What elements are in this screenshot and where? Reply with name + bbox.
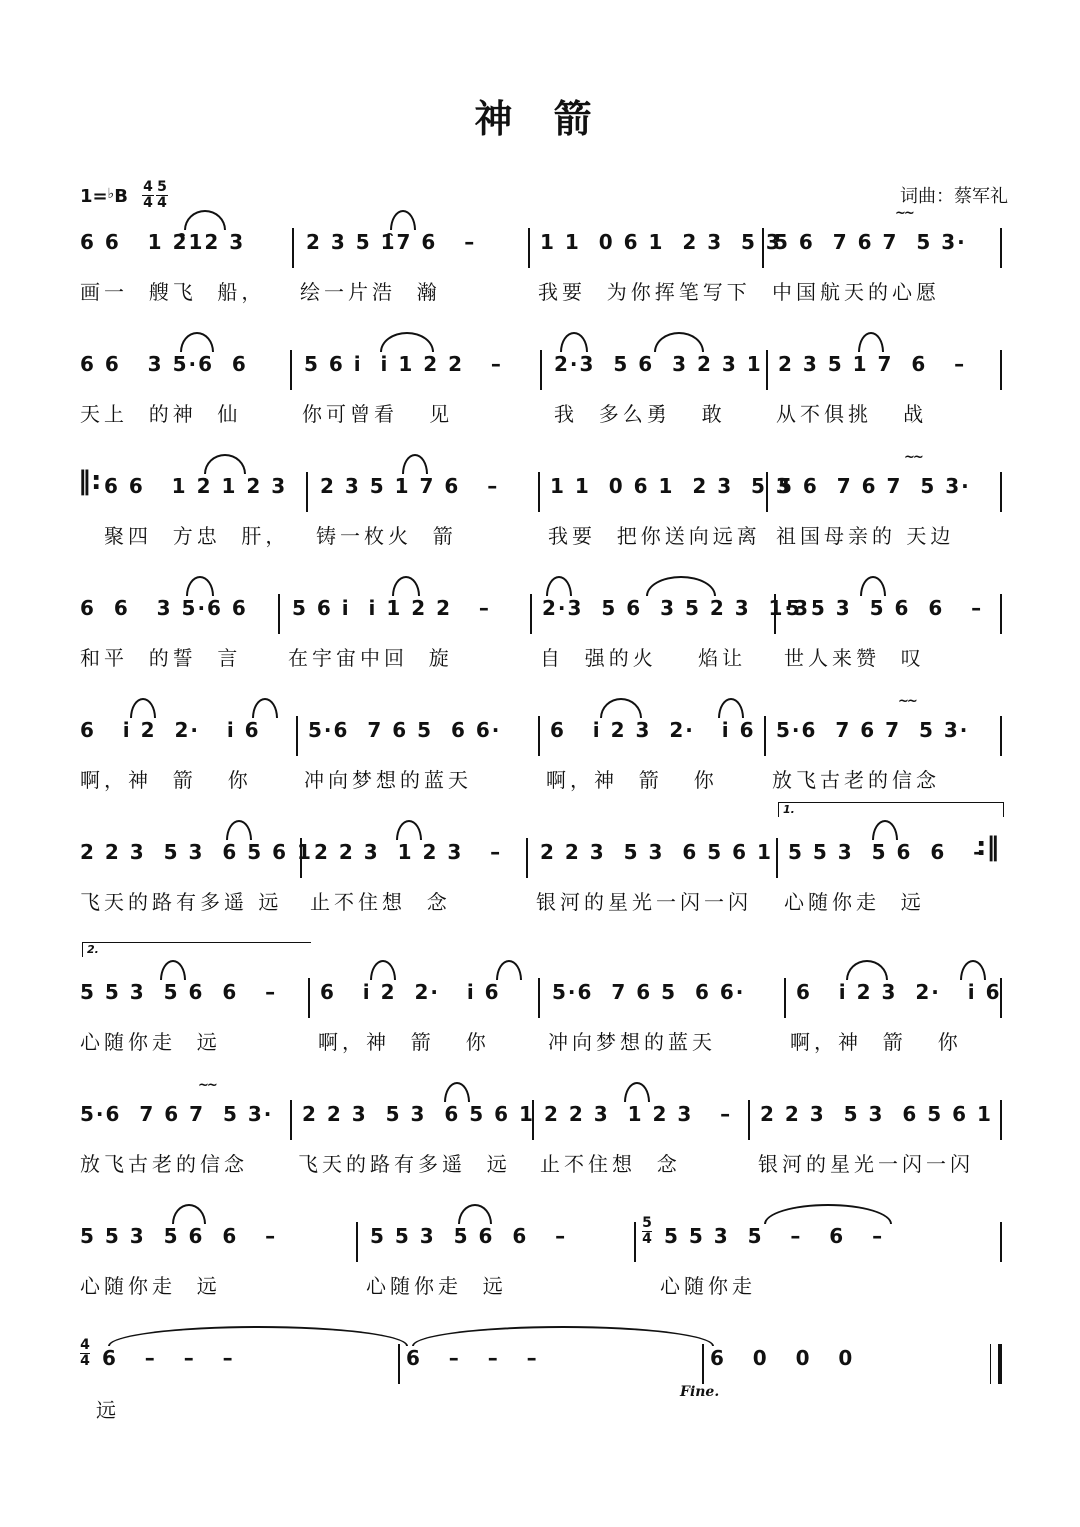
lyric-line: 中国航天的心愿 [772,280,940,304]
measure-notes: 5·6 7 6 7 5 3· [776,718,970,742]
measure-notes: 2 2 3 1 2 3 – [544,1102,733,1126]
lyric-line: 心随你走 远 [80,1274,221,1298]
barline [1000,350,1002,390]
time-signature-1: 4 4 [143,179,153,211]
measure-notes: 6 6 1 2 1 2 3 [104,474,288,498]
slur [846,960,888,980]
measure-notes: 2 2 3 5 3 6 5 6 1 [540,840,773,864]
tie [412,1326,714,1346]
barline [990,1344,991,1384]
barline [1000,594,1002,634]
measure-notes: 2 3 5 1̑7 6 – [306,230,477,254]
barline [1000,228,1002,268]
slur [380,332,434,352]
measure-notes: 5·6 7 6 5 6 6· [552,980,746,1004]
measure-notes: 2 2 3 1 2 3 – [314,840,503,864]
measure-notes: 5 6 i i 1 2 2 – [304,352,503,376]
lyric-line: 啊，神 箭 你 [546,768,718,792]
measure-notes: 5 5 3 5 6 6 – [370,1224,568,1248]
repeat-start-sign: ‖: [78,466,102,496]
lyric-line: 祖国母亲的 天边 [776,524,955,548]
lyric-line: 放飞古老的信念 [772,768,940,792]
barline [278,594,280,634]
barline [776,838,778,878]
measure-notes: 5 5 3 5 6 6 – [786,596,984,620]
slur [184,210,226,230]
barline [292,228,294,268]
measure-notes: 6 – – – [102,1346,235,1370]
lyric-line: 世人来赞 叹 [784,646,925,670]
slur [764,1204,892,1224]
measure-notes: 6 6 3 5·6 6 [80,352,248,376]
barline [538,716,540,756]
barline [356,1222,358,1262]
slur [370,960,396,980]
second-ending-bracket: 2. [82,942,311,957]
slur [496,960,522,980]
measure-notes: 5 5 3 5 6 6 – [80,980,278,1004]
lyric-line: 冲向梦想的蓝天 [304,768,472,792]
lyric-line: 从不俱挑 战 [776,402,928,426]
barline [784,978,786,1018]
barline [1000,1100,1002,1140]
slur [390,210,416,230]
first-ending-bracket: 1. [778,802,1004,817]
slur [252,698,278,718]
measure-notes: 5 5 3 5 6 6 – [80,1224,278,1248]
measure-notes: 5 6 7 6 7 5 3· [778,474,971,498]
lyric-line: 和平 的誓 言 [80,646,242,670]
lyric-line: 自 强的火 焰让 [540,646,747,670]
measure-notes: 6 i 2 3 2· i 6 [796,980,1002,1004]
slur [226,820,252,840]
mordent-ornament: ~~ [895,206,913,221]
barline [538,978,540,1018]
lyric-line: 天上 的神 仙 [80,402,242,426]
measure-notes: 5 6 7 6 7 5 3· [774,230,967,254]
slur [654,332,704,352]
measure-notes: 2 2 3 5 3 6 5 6 1 [302,1102,535,1126]
barline [748,1100,750,1140]
measure-notes: 2 3 5 1 7 6 – [778,352,967,376]
key-signature: 1=♭B [80,186,128,207]
barline [634,1222,636,1262]
time-signature-2: 5 4 [157,179,167,211]
slur [396,820,422,840]
lyric-line: 放飞古老的信念 [80,1152,248,1176]
lyric-line: 画一 艘飞 船， [80,280,266,304]
lyric-line: 银河的星光一闪一闪 [758,1152,974,1176]
measure-notes: 6 i 2 2· i 6 [80,718,261,742]
barline [702,1344,704,1384]
barline [290,1100,292,1140]
lyric-line: 止不住想 念 [540,1152,681,1176]
measure-notes: 1 1 0 6 1 2 3 5 3 [550,474,792,498]
lyric-line: 我 多么勇 敢 [554,402,726,426]
measure-notes: 6 6 1 2̑12 3 [80,230,246,254]
slur [860,576,886,596]
barline [398,1344,400,1384]
barline [290,350,292,390]
barline [532,1100,534,1140]
slur [858,332,884,352]
time-signature-change: 5 4 [642,1215,652,1247]
slur [172,1204,206,1224]
barline [526,838,528,878]
barline [1000,716,1002,756]
lyric-line: 心随你走 远 [366,1274,507,1298]
lyric-line: 止不住想 念 [310,890,451,914]
slur [560,332,588,352]
barline [1000,978,1002,1018]
slur [204,454,246,474]
lyric-line: 啊，神 箭 你 [790,1030,962,1054]
mordent-ornament: ~~ [198,1078,216,1093]
measure-notes: 6 – – – [406,1346,539,1370]
slur [160,960,186,980]
slur [186,576,214,596]
slur [130,698,156,718]
measure-notes: 5 6 i i 1 2 2 – [292,596,491,620]
lyric-line: 铸一枚火 箭 [316,524,457,548]
slur [402,454,428,474]
barline [528,228,530,268]
slur [392,576,420,596]
measure-notes: 1 1 0 6 1 2 3 5 3 [540,230,782,254]
barline [766,350,768,390]
slur [646,576,716,596]
barline [530,594,532,634]
measure-notes: 2·3 5 6 3 5 2 3 1·3 [542,596,810,620]
tie [108,1326,408,1346]
lyric-line: 飞天的路有多遥 远 [298,1152,511,1176]
final-barline [998,1344,1002,1384]
measure-notes: 6 0 0 0 [710,1346,855,1370]
flat-sign: ♭ [107,186,115,202]
time-signature-change: 4 4 [80,1337,90,1369]
lyric-line: 远 [96,1398,120,1422]
slur [960,960,986,980]
slur [624,1082,650,1102]
slur [444,1082,470,1102]
measure-notes: 5·6 7 6 7 5 3· [80,1102,274,1126]
measure-notes: 2·3 5 6 3 2 3 1 [554,352,763,376]
lyric-line: 啊，神 箭 你 [80,768,252,792]
song-title: 神 箭 [474,97,606,141]
barline [306,472,308,512]
barline [538,472,540,512]
slur [872,820,898,840]
measure-notes: 5 5 3 5 6 6 – [788,840,986,864]
slur [180,332,214,352]
measure-notes: 2 2 3 5 3 6 5 6 1 [760,1102,993,1126]
barline [308,978,310,1018]
lyric-line: 绘一片浩 瀚 [300,280,441,304]
measure-notes: 6 6 3 5·6 6 [80,596,248,620]
lyric-line: 啊，神 箭 你 [318,1030,490,1054]
lyric-line: 我要 把你送向远离 [548,524,761,548]
lyric-line: 在宇宙中回 旋 [288,646,453,670]
fine-marking: Fine. [680,1384,720,1400]
lyric-line: 银河的星光一闪一闪 [536,890,752,914]
slur [600,698,642,718]
slur [546,576,572,596]
barline [1000,472,1002,512]
measure-notes: 6 i 2 2· i 6 [320,980,501,1004]
lyric-line: 你可曾看 见 [302,402,454,426]
barline [540,350,542,390]
lyric-line: 聚四 方忠 肝， [104,524,290,548]
composer-credit: 词曲：蔡军礼 [900,186,1008,207]
lyric-line: 冲向梦想的蓝天 [548,1030,716,1054]
barline [764,716,766,756]
measure-notes: 2 2 3 5 3 6 5 6 1 [80,840,313,864]
lyric-line: 心随你走 远 [80,1030,221,1054]
lyric-line: 心随你走 [660,1274,756,1298]
slur [458,1204,492,1224]
measure-notes: 5 5 3 5 – 6 – [664,1224,885,1248]
lyric-line: 飞天的路有多遥 远 [80,890,283,914]
barline [762,228,764,268]
slur [718,698,744,718]
barline [1000,1222,1002,1262]
measure-notes: 2 3 5 1 7 6 – [320,474,500,498]
barline [296,716,298,756]
measure-notes: 6 i 2 3 2· i 6 [550,718,756,742]
repeat-end-sign: :‖ [976,832,1000,862]
mordent-ornament: ~~ [898,694,916,709]
mordent-ornament: ~~ [904,450,922,465]
barline [766,472,768,512]
barline [300,838,302,878]
lyric-line: 心随你走 远 [784,890,925,914]
barline [774,594,776,634]
measure-notes: 5·6 7 6 5 6 6· [308,718,502,742]
lyric-line: 我要 为你挥笔写下 [538,280,751,304]
